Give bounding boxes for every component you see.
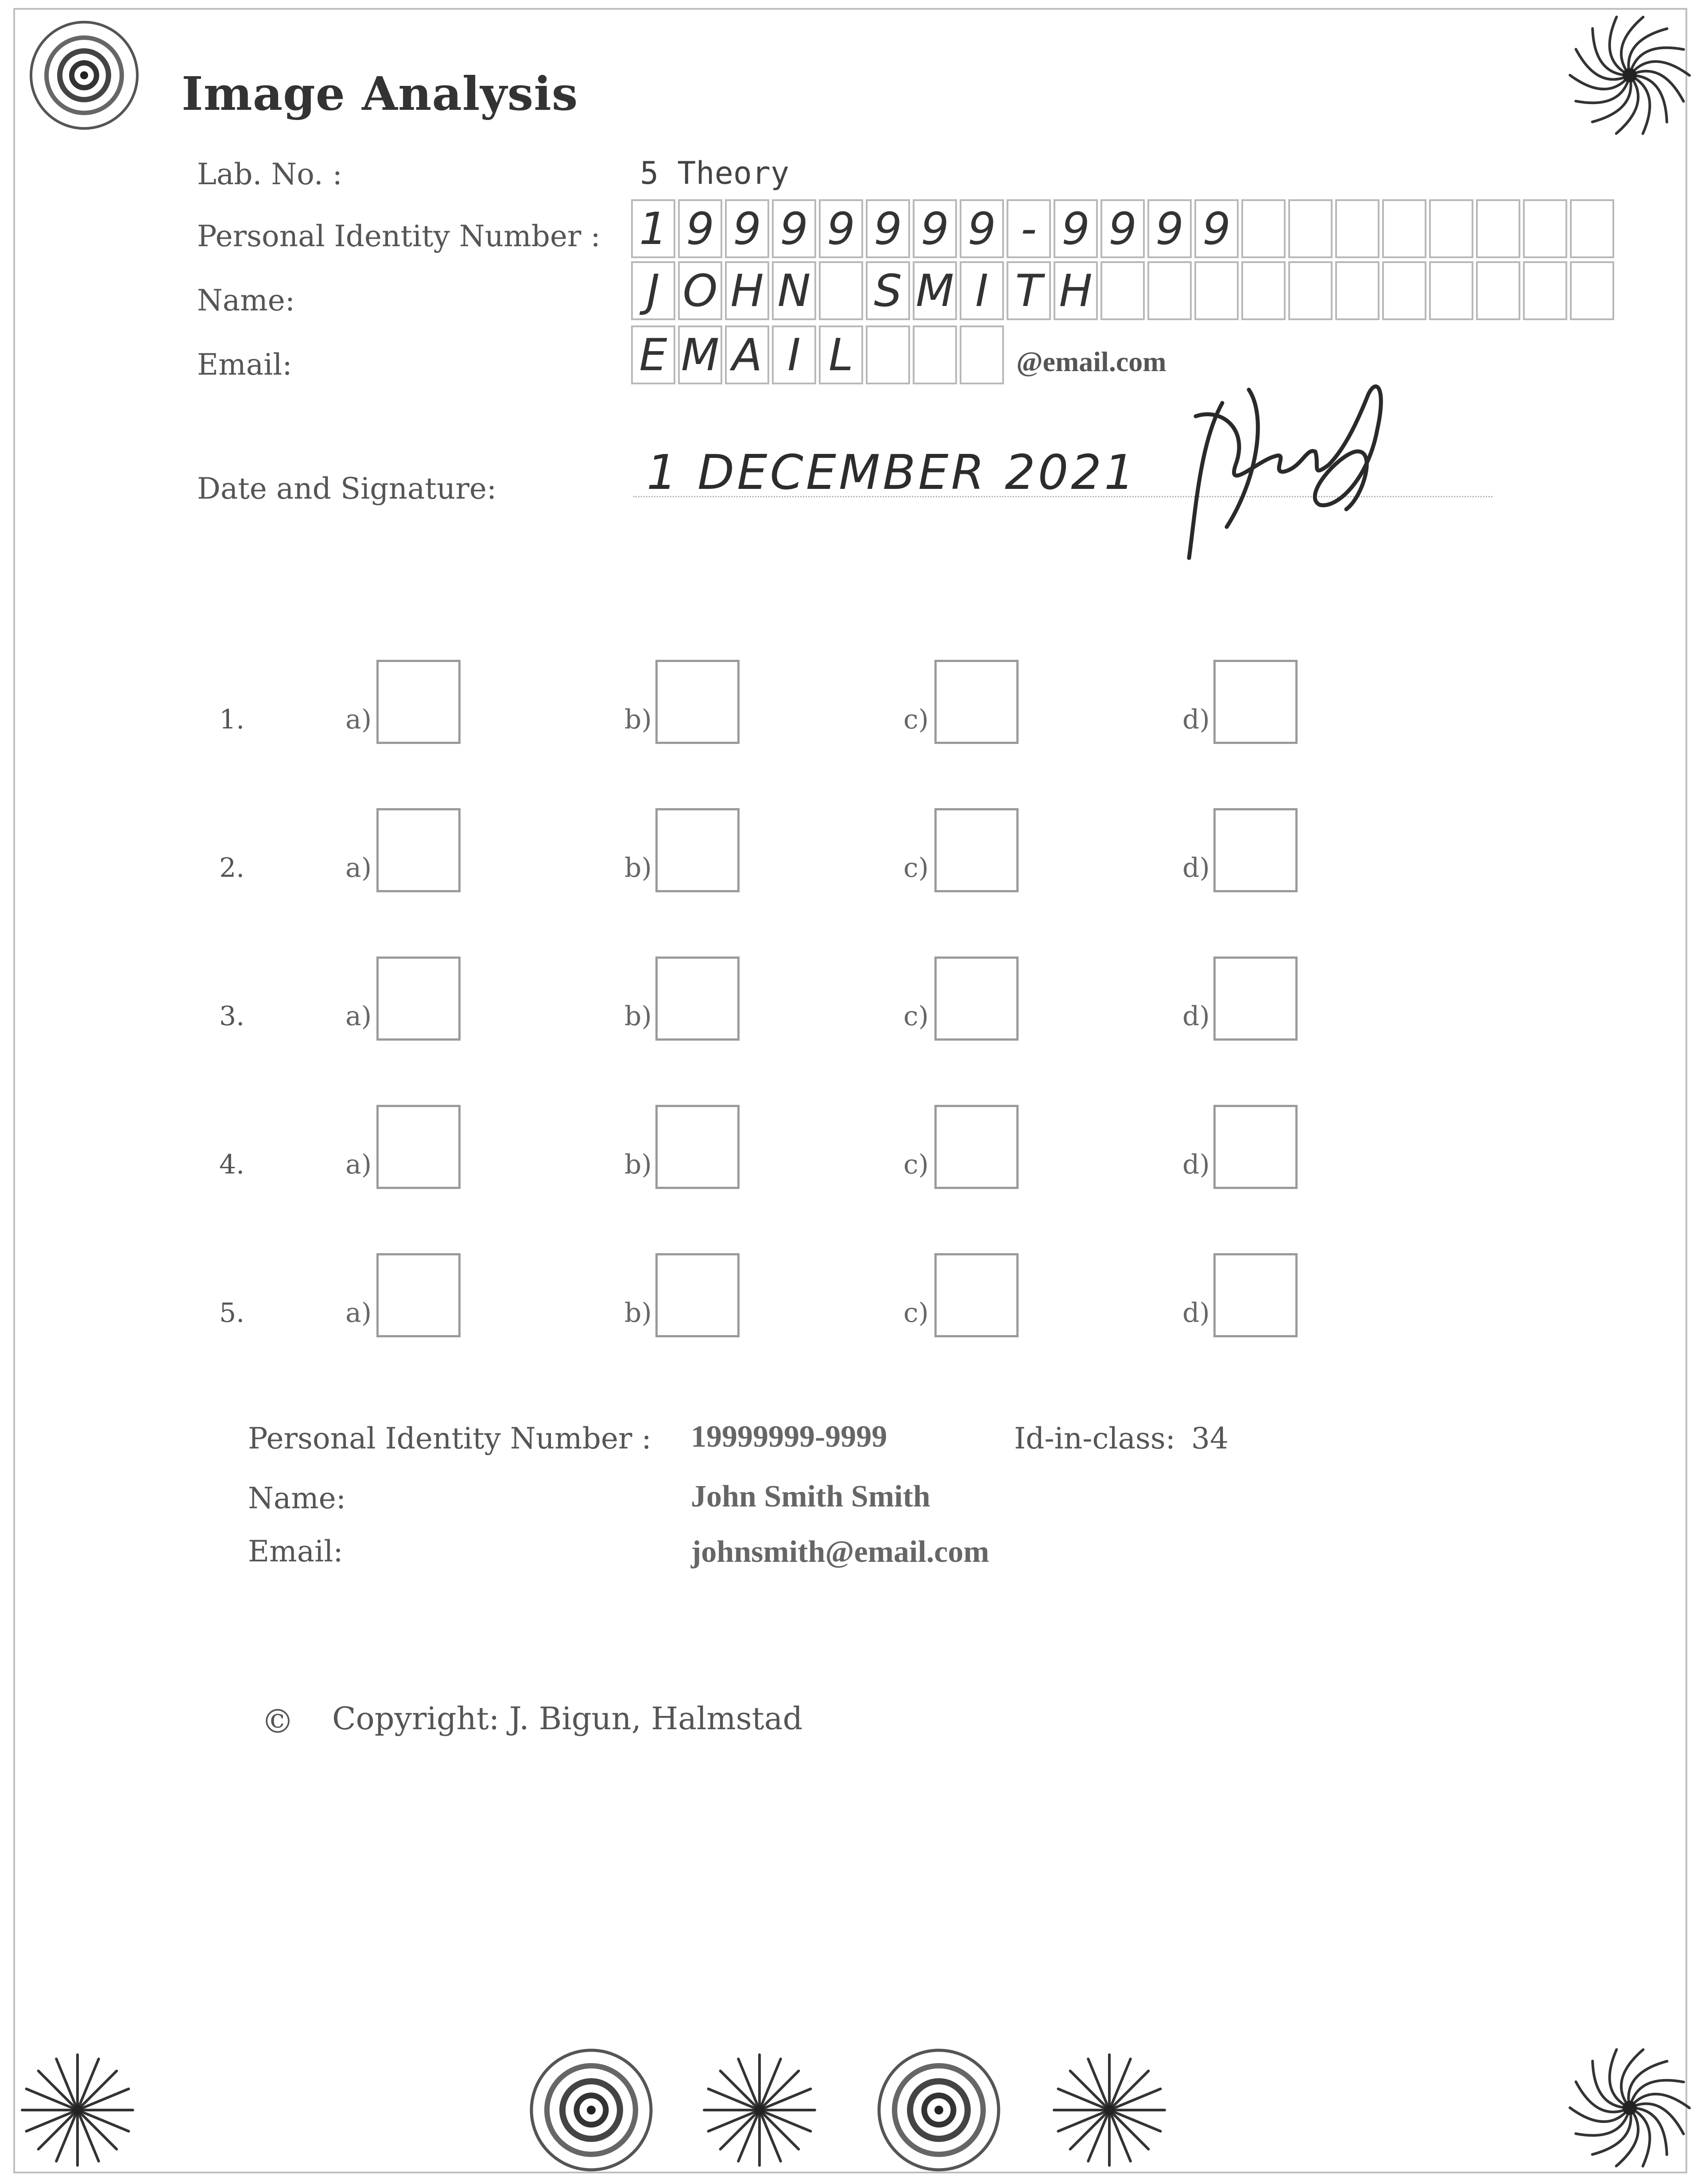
pin-char-cell[interactable] [1523,199,1567,258]
option-label: b) [624,852,652,883]
option-label: b) [624,1001,652,1032]
answer-checkbox[interactable] [376,1253,461,1337]
question-number: 3. [219,1001,245,1032]
answer-checkbox[interactable] [655,660,740,744]
answer-checkbox[interactable] [655,1253,740,1337]
name-char-cell[interactable]: H [1054,261,1098,320]
option-label: c) [903,852,929,883]
email-character-grid[interactable] [631,325,1007,384]
summary-pin-label: Personal Identity Number : [248,1421,651,1456]
radial-star-icon [18,2050,137,2170]
pin-char-cell[interactable] [1288,199,1333,258]
answer-checkbox[interactable] [934,660,1019,744]
answer-checkbox[interactable] [376,956,461,1041]
radial-star-icon [1050,2050,1169,2170]
radial-star-icon [700,2050,819,2170]
name-char-cell[interactable] [1100,261,1145,320]
id-in-class-label: Id-in-class: [1014,1421,1175,1456]
name-char-cell[interactable]: O [678,261,722,320]
pin-char-cell[interactable]: 9 [1054,199,1098,258]
summary-name-label: Name: [248,1481,346,1515]
name-char-cell[interactable] [1241,261,1286,320]
name-char-cell[interactable]: M [913,261,957,320]
answer-checkbox[interactable] [655,1105,740,1189]
option-label: a) [345,1297,372,1328]
option-label: d) [1182,1001,1210,1032]
pin-char-cell[interactable]: 9 [1194,199,1239,258]
email-char-cell[interactable]: I [772,325,816,384]
email-char-cell[interactable]: E [631,325,675,384]
answer-checkbox[interactable] [376,808,461,892]
name-char-cell[interactable] [1523,261,1567,320]
answer-checkbox[interactable] [1213,956,1298,1041]
pin-char-cell[interactable] [1476,199,1520,258]
option-label: c) [903,1297,929,1328]
option-label: a) [345,1149,372,1180]
lab-number-label: Lab. No. : [197,157,342,191]
name-char-cell[interactable] [1194,261,1239,320]
name-character-grid[interactable] [631,261,1617,320]
pin-char-cell[interactable]: 9 [960,199,1004,258]
option-label: c) [903,1149,929,1180]
pin-char-cell[interactable] [1335,199,1379,258]
pin-char-cell[interactable] [1429,199,1473,258]
pin-char-cell[interactable]: 9 [678,199,722,258]
option-label: d) [1182,1149,1210,1180]
question-number: 5. [219,1297,245,1328]
option-label: a) [345,852,372,883]
answer-checkbox[interactable] [934,808,1019,892]
spiral-star-icon [1563,2041,1696,2174]
answer-checkbox[interactable] [1213,808,1298,892]
answer-checkbox[interactable] [655,956,740,1041]
option-label: c) [903,1001,929,1032]
name-char-cell[interactable] [1476,261,1520,320]
email-char-cell[interactable]: M [678,325,722,384]
answer-checkbox[interactable] [655,808,740,892]
option-label: b) [624,704,652,735]
email-char-cell[interactable]: L [819,325,863,384]
concentric-circles-icon [875,2046,1003,2174]
pin-char-cell[interactable]: 9 [866,199,910,258]
copyright-symbol: © [261,1703,294,1741]
concentric-circles-icon [27,18,142,133]
answer-checkbox[interactable] [934,1253,1019,1337]
copyright-text: Copyright: J. Bigun, Halmstad [332,1700,803,1737]
pin-label: Personal Identity Number : [197,219,601,253]
summary-pin-value: 19999999-9999 [691,1420,887,1454]
question-number: 4. [219,1149,245,1180]
concentric-circles-icon [527,2046,655,2174]
name-char-cell[interactable] [1570,261,1614,320]
name-char-cell[interactable]: S [866,261,910,320]
name-char-cell[interactable]: I [960,261,1004,320]
summary-email-label: Email: [248,1534,343,1568]
name-char-cell[interactable] [1335,261,1379,320]
name-char-cell[interactable]: H [725,261,769,320]
summary-email-value: johnsmith@email.com [691,1535,989,1569]
question-number: 1. [219,704,245,735]
pin-char-cell[interactable]: 9 [913,199,957,258]
pin-char-cell[interactable]: 9 [1147,199,1192,258]
name-label: Name: [197,283,295,318]
answer-checkbox[interactable] [1213,1105,1298,1189]
option-label: b) [624,1149,652,1180]
email-label: Email: [197,348,292,382]
email-char-cell[interactable]: A [725,325,769,384]
option-label: c) [903,704,929,735]
summary-name-value: John Smith Smith [691,1479,930,1514]
option-label: d) [1182,1297,1210,1328]
pin-char-cell[interactable]: 9 [819,199,863,258]
pin-char-cell[interactable]: 9 [1100,199,1145,258]
pin-character-grid[interactable] [631,199,1617,258]
pin-char-cell[interactable]: 9 [772,199,816,258]
handwritten-signature [1169,363,1399,567]
lab-number-value: 5 Theory [640,155,790,191]
name-char-cell[interactable] [1147,261,1192,320]
pin-char-cell[interactable]: 1 [631,199,675,258]
spiral-star-icon [1563,9,1696,142]
answer-checkbox[interactable] [1213,660,1298,744]
name-char-cell[interactable] [1429,261,1473,320]
option-label: d) [1182,852,1210,883]
date-value: 1 DECEMBER 2021 [647,445,1137,500]
name-char-cell[interactable] [819,261,863,320]
email-char-cell[interactable] [913,325,957,384]
option-label: a) [345,1001,372,1032]
email-domain-suffix: @email.com [1016,346,1166,377]
answer-checkbox[interactable] [376,660,461,744]
id-in-class-value: 34 [1191,1421,1228,1456]
answer-checkbox[interactable] [934,1105,1019,1189]
pin-char-cell[interactable]: 9 [725,199,769,258]
answer-checkbox[interactable] [1213,1253,1298,1337]
date-signature-label: Date and Signature: [197,472,497,506]
answer-checkbox[interactable] [934,956,1019,1041]
option-label: d) [1182,704,1210,735]
page-title: Image Analysis [182,66,578,121]
answer-checkbox[interactable] [376,1105,461,1189]
pin-char-cell[interactable] [1241,199,1286,258]
question-number: 2. [219,852,245,883]
option-label: b) [624,1297,652,1328]
email-char-cell[interactable] [960,325,1004,384]
name-char-cell[interactable] [1288,261,1333,320]
option-label: a) [345,704,372,735]
pin-char-cell[interactable] [1570,199,1614,258]
email-char-cell[interactable] [866,325,910,384]
name-char-cell[interactable]: J [631,261,675,320]
pin-char-cell[interactable] [1382,199,1426,258]
name-char-cell[interactable]: N [772,261,816,320]
name-char-cell[interactable]: T [1007,261,1051,320]
pin-char-cell[interactable]: - [1007,199,1051,258]
name-char-cell[interactable] [1382,261,1426,320]
